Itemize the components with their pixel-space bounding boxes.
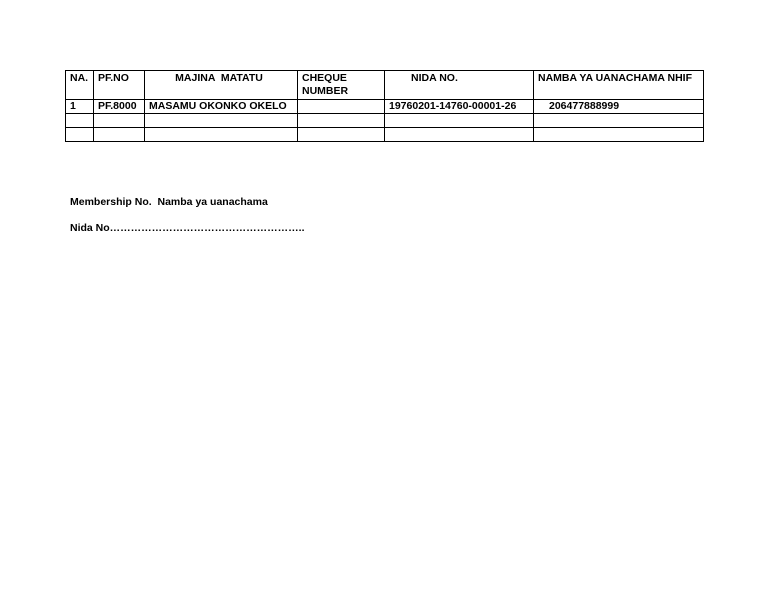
cell-majina: MASAMU OKONKO OKELO (145, 100, 298, 114)
cell-na (66, 128, 94, 142)
membership-note: Membership No. Namba ya uanachama (70, 196, 268, 208)
table-row (66, 114, 704, 128)
cell-nhif (534, 114, 704, 128)
header-pf-no: PF.NO (94, 71, 145, 100)
nida-note: Nida No……………………………………………….. (70, 222, 305, 234)
table-row (66, 100, 704, 114)
cell-cheque (298, 114, 385, 128)
header-nhif: NAMBA YA UANACHAMA NHIF (534, 71, 704, 100)
cell-nhif (534, 128, 704, 142)
cell-cheque (298, 128, 385, 142)
header-na: NA. (66, 71, 94, 100)
cell-majina (145, 114, 298, 128)
cell-cheque (298, 100, 385, 114)
header-cheque: CHEQUE NUMBER (298, 71, 385, 100)
cell-nida (385, 114, 534, 128)
cell-pf-no: PF.8000 (94, 100, 145, 114)
cell-pf-no (94, 114, 145, 128)
table-header-row (66, 71, 704, 100)
cell-nida: 19760201-14760-00001-26 (385, 100, 534, 114)
member-table (65, 70, 704, 142)
cell-pf-no (94, 128, 145, 142)
header-nida: NIDA NO. (385, 71, 534, 100)
cell-nida (385, 128, 534, 142)
cell-majina (145, 128, 298, 142)
header-majina: MAJINA MATATU (145, 71, 298, 100)
table-row (66, 128, 704, 142)
cell-na (66, 114, 94, 128)
cell-na: 1 (66, 100, 94, 114)
cell-nhif: 206477888999 (534, 100, 704, 114)
